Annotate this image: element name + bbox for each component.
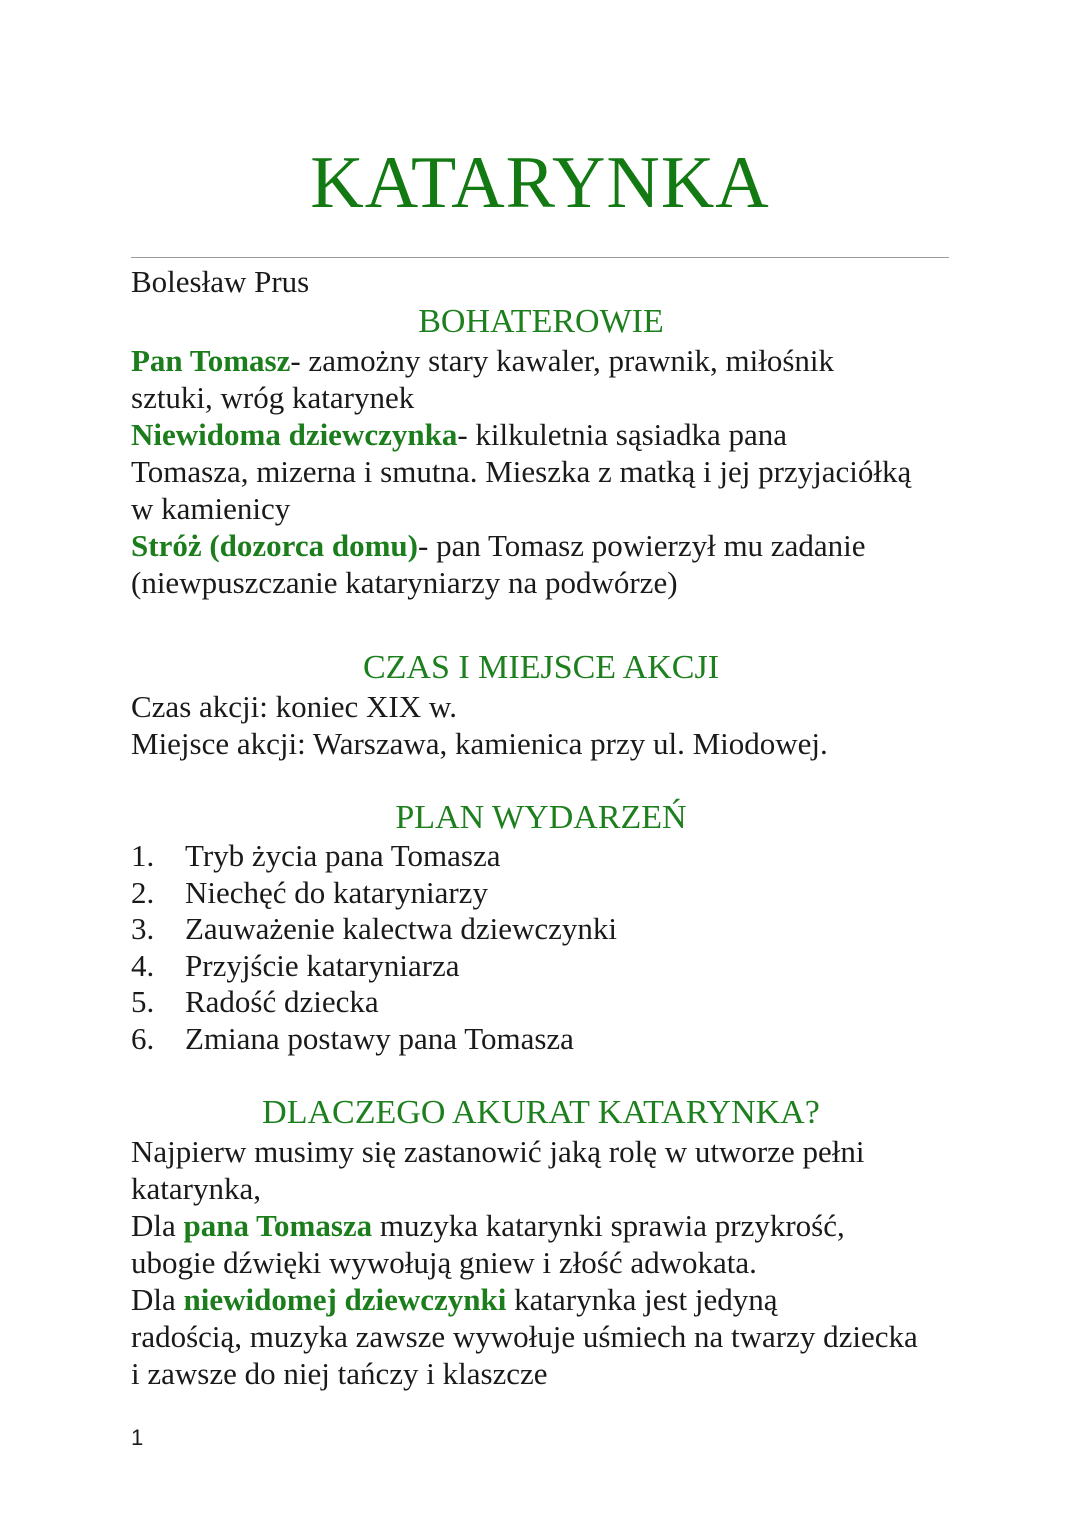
hero-name: Niewidoma dziewczynka [131, 417, 458, 452]
text: Dla [131, 1208, 184, 1243]
paragraph-line: ubogie dźwięki wywołują gniew i złość adwokata. [131, 1245, 757, 1280]
setting-heading: CZAS I MIEJSCE AKCJI [362, 649, 720, 686]
paragraph-line [131, 1281, 951, 1318]
paragraph-line: i zawsze do niej tańczy i klaszcze [131, 1356, 548, 1391]
list-item [131, 875, 951, 912]
document-title: KATARYNKA [310, 142, 770, 224]
hero-desc: (niewpuszczanie kataryniarzy na podwórze) [131, 565, 678, 600]
paragraph-line: katarynka, [131, 1171, 261, 1206]
highlight: niewidomej dziewczynki [183, 1282, 507, 1317]
plan-section [131, 798, 951, 1057]
item-number: 2. [131, 874, 155, 910]
hero-name: Stróż (dozorca domu) [131, 528, 418, 563]
plan-heading: PLAN WYDARZEŃ [395, 799, 687, 836]
item-number: 1. [131, 838, 155, 873]
hero-niewidoma-dziewczynka [131, 416, 951, 527]
setting-time: Czas akcji: koniec XIX w. [131, 689, 457, 724]
list-item [131, 1021, 951, 1058]
heroes-heading: BOHATEROWIE [418, 303, 664, 340]
paragraph-line [131, 1207, 951, 1244]
setting-section [131, 648, 951, 762]
list-item [131, 948, 951, 985]
why-heading: DLACZEGO AKURAT KATARYNKA? [262, 1094, 820, 1131]
why-section [131, 1093, 951, 1392]
hero-desc: sztuki, wróg katarynek [131, 380, 415, 415]
item-text: Niechęć do kataryniarzy [185, 874, 488, 910]
text: muzyka katarynki sprawia przykrość, [372, 1208, 845, 1243]
item-text: Zmiana postawy pana Tomasza [185, 1020, 574, 1056]
item-text: Zauważenie kalectwa dziewczynki [185, 911, 618, 946]
page-number: 1 [131, 1425, 144, 1450]
setting-place: Miejsce akcji: Warszawa, kamienica przy ul. Miodowej. [131, 726, 828, 761]
item-number: 5. [131, 984, 155, 1019]
hero-desc: - pan Tomasz powierzył mu zadanie [418, 528, 866, 563]
text: Dla [131, 1282, 184, 1317]
author-section [131, 263, 951, 601]
list-item [131, 838, 951, 875]
item-text: Tryb życia pana Tomasza [185, 838, 501, 873]
list-item [131, 911, 951, 948]
author: Bolesław Prus [131, 264, 310, 299]
hero-desc: w kamienicy [131, 491, 291, 526]
paragraph-line: radością, muzyka zawsze wywołuje uśmiech na twarzy dziecka [131, 1319, 918, 1354]
text: katarynka jest jedyną [506, 1282, 778, 1317]
hero-desc: - kilkuletnia sąsiadka pana [457, 417, 788, 452]
paragraph-line: Najpierw musimy się zastanowić jaką rolę w utworze pełni [131, 1134, 865, 1169]
hero-desc: - zamożny stary kawaler, prawnik, miłośnik [290, 343, 835, 378]
item-text: Radość dziecka [185, 984, 379, 1019]
hero-pan-tomasz [131, 342, 951, 416]
item-number: 3. [131, 911, 155, 946]
hero-stroz [131, 527, 951, 601]
item-number: 6. [131, 1020, 155, 1056]
title-divider [131, 257, 949, 258]
item-number: 4. [131, 947, 155, 983]
hero-desc: Tomasza, mizerna i smutna. Mieszka z matką i jej przyjaciółką [131, 454, 912, 489]
highlight: pana Tomasza [183, 1208, 373, 1243]
plan-list [131, 838, 951, 1057]
list-item [131, 984, 951, 1021]
item-text: Przyjście kataryniarza [185, 947, 460, 983]
hero-name: Pan Tomasz [131, 343, 291, 378]
